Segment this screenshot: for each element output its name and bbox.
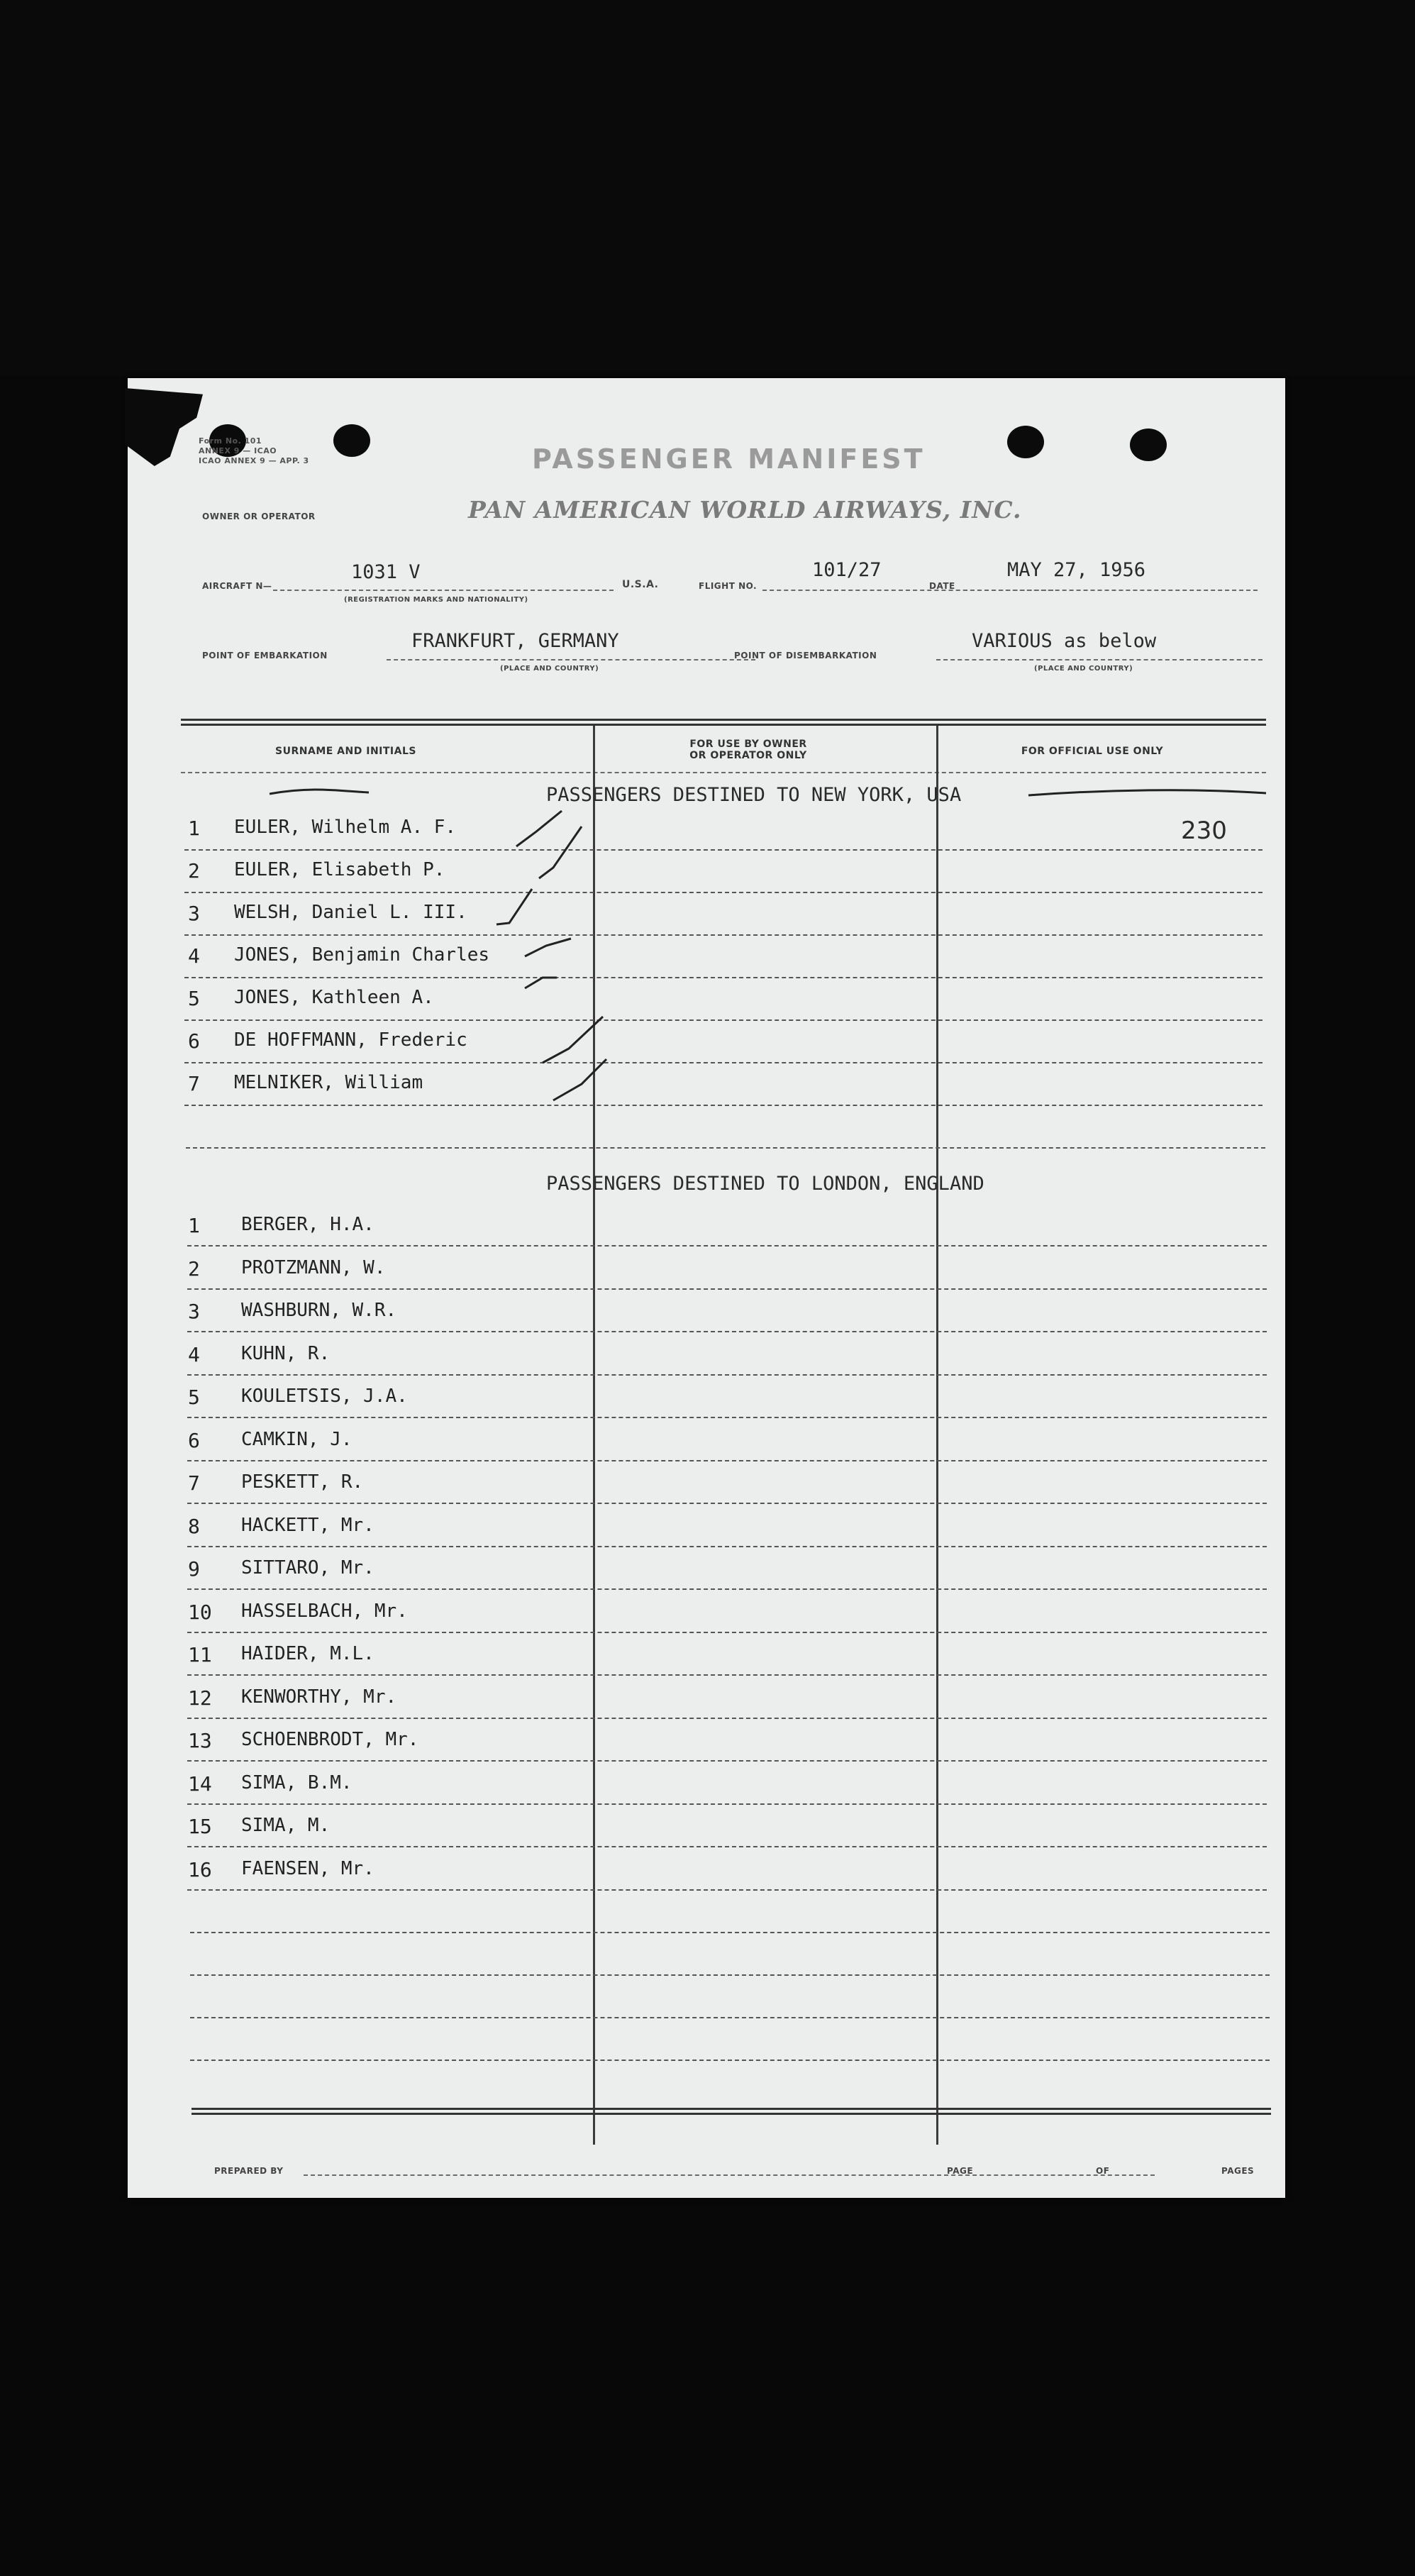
row-number: 6 — [188, 1029, 200, 1053]
passenger-name: FAENSEN, Mr. — [241, 1858, 374, 1879]
row-number: 7 — [188, 1471, 200, 1495]
passenger-name: DE HOFFMANN, Frederic — [234, 1029, 467, 1051]
aircraft-label: AIRCRAFT N— — [202, 581, 272, 591]
prepared-by-label: PREPARED BY — [214, 2166, 284, 2176]
passenger-name: PESKETT, R. — [241, 1471, 364, 1493]
row-number: 16 — [188, 1858, 212, 1881]
of-label: OF — [1096, 2166, 1110, 2176]
passenger-name: JONES, Kathleen A. — [234, 987, 434, 1008]
row-number: 1 — [188, 1214, 200, 1237]
row-number: 5 — [188, 987, 200, 1010]
date-value: MAY 27, 1956 — [1007, 559, 1146, 581]
row-number: 14 — [188, 1772, 212, 1796]
row-number: 5 — [188, 1386, 200, 1409]
row-number: 13 — [188, 1729, 212, 1752]
form-ref-line: ANNEX 9 — ICAO — [199, 446, 277, 455]
row-number: 6 — [188, 1429, 200, 1452]
embarkation-value: FRANKFURT, GERMANY — [411, 630, 619, 652]
passenger-name: SITTARO, Mr. — [241, 1557, 374, 1579]
row-number: 3 — [188, 902, 200, 925]
aircraft-value: 1031 V — [351, 561, 421, 583]
column-header-official: FOR OFFICIAL USE ONLY — [1021, 746, 1164, 757]
row-number: 9 — [188, 1557, 200, 1581]
row-number: 2 — [188, 1257, 200, 1281]
row-number: 12 — [188, 1686, 212, 1710]
page-title: PASSENGER MANIFEST — [532, 443, 926, 475]
column-header-surname: SURNAME AND INITIALS — [275, 746, 416, 757]
page-label: PAGE — [947, 2166, 974, 2176]
row-number: 7 — [188, 1072, 200, 1095]
row-number: 10 — [188, 1601, 212, 1624]
flight-value: 101/27 — [812, 559, 882, 581]
handwritten-marks — [128, 378, 1285, 2198]
swoosh-mark — [1028, 790, 1266, 795]
check-mark — [516, 811, 562, 846]
passenger-name: KENWORTHY, Mr. — [241, 1686, 397, 1708]
disembarkation-caption: (PLACE AND COUNTRY) — [1034, 665, 1133, 673]
row-number: 4 — [188, 1343, 200, 1366]
check-mark — [525, 939, 571, 956]
row-number: 8 — [188, 1515, 200, 1538]
passenger-name: HACKETT, Mr. — [241, 1515, 374, 1536]
row-number: 15 — [188, 1815, 212, 1838]
check-mark — [543, 1017, 603, 1063]
embarkation-caption: (PLACE AND COUNTRY) — [500, 665, 599, 673]
disembarkation-label: POINT OF DISEMBARKATION — [734, 651, 877, 660]
passenger-name: HAIDER, M.L. — [241, 1643, 374, 1664]
check-mark — [525, 978, 557, 988]
passenger-name: KUHN, R. — [241, 1343, 331, 1364]
passenger-name: EULER, Elisabeth P. — [234, 859, 445, 880]
disembarkation-value: VARIOUS as below — [972, 630, 1157, 652]
passenger-name: MELNIKER, William — [234, 1072, 423, 1093]
usa-label: U.S.A. — [622, 579, 659, 590]
passenger-name: EULER, Wilhelm A. F. — [234, 817, 457, 838]
column-header-owner: FOR USE BY OWNER OR OPERATOR ONLY — [689, 739, 807, 761]
registration-caption: (REGISTRATION MARKS AND NATIONALITY) — [344, 596, 528, 604]
passenger-name: JONES, Benjamin Charles — [234, 944, 490, 966]
passenger-name: PROTZMANN, W. — [241, 1257, 386, 1278]
manifest-sheet — [128, 378, 1285, 2198]
passenger-name: BERGER, H.A. — [241, 1214, 374, 1235]
section-heading-london: PASSENGERS DESTINED TO LONDON, ENGLAND — [546, 1173, 984, 1195]
row-number: 1 — [188, 817, 200, 840]
embarkation-label: POINT OF EMBARKATION — [202, 651, 328, 660]
passenger-name: SIMA, M. — [241, 1815, 331, 1836]
flight-label: FLIGHT NO. — [699, 581, 758, 591]
row-number: 3 — [188, 1300, 200, 1323]
passenger-name: CAMKIN, J. — [241, 1429, 353, 1450]
airline-name: PAN AMERICAN WORLD AIRWAYS, INC. — [468, 496, 1022, 524]
pages-label: PAGES — [1221, 2166, 1255, 2176]
check-mark — [496, 889, 532, 924]
section-heading-new-york: PASSENGERS DESTINED TO NEW YORK, USA — [546, 784, 962, 806]
passenger-name: SIMA, B.M. — [241, 1772, 353, 1793]
date-label: DATE — [929, 581, 955, 591]
row-number: 11 — [188, 1643, 212, 1666]
passenger-name: SCHOENBRODT, Mr. — [241, 1729, 419, 1750]
passenger-name: WELSH, Daniel L. III. — [234, 902, 467, 923]
check-mark — [553, 1059, 606, 1100]
swoosh-mark — [270, 790, 369, 794]
check-mark — [539, 827, 582, 878]
passenger-name: HASSELBACH, Mr. — [241, 1601, 408, 1622]
row-number: 2 — [188, 859, 200, 883]
form-number: Form No. 101 — [199, 436, 262, 446]
row-number: 4 — [188, 944, 200, 968]
owner-label: OWNER OR OPERATOR — [202, 512, 316, 521]
official-note: 230 — [1181, 817, 1227, 845]
form-ref-line: ICAO ANNEX 9 — APP. 3 — [199, 456, 309, 465]
passenger-name: KOULETSIS, J.A. — [241, 1386, 408, 1407]
microfilm-border — [0, 0, 1415, 376]
passenger-name: WASHBURN, W.R. — [241, 1300, 397, 1321]
